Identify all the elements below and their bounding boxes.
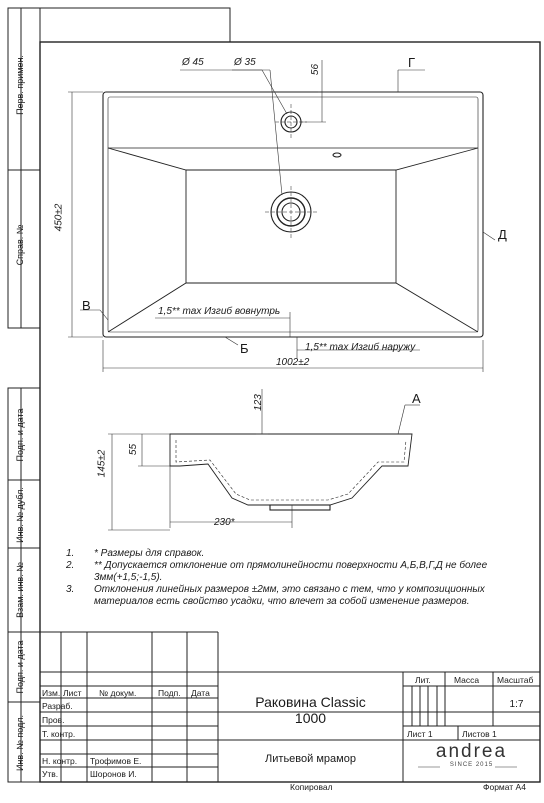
note-number: 1. <box>66 548 75 559</box>
product-title <box>218 694 403 726</box>
note-item <box>66 560 526 584</box>
sheets-total: Листов 1 <box>462 729 497 739</box>
dim-height: 450±2 <box>53 203 65 232</box>
note-number: 2. <box>66 560 75 571</box>
label-v: В <box>82 298 91 313</box>
note-number: 3. <box>66 584 75 595</box>
col-podp: Подп. <box>158 688 181 698</box>
main-frame <box>40 42 540 782</box>
side-label-inv-podl: Инв. № подл. <box>15 714 25 772</box>
side-label-vzam-inv: Взам. инв. № <box>15 562 25 618</box>
sink-top-view <box>103 92 483 337</box>
side-label-perv-primen: Перв. примен. <box>15 55 25 115</box>
product-title-line-1: Раковина Classic <box>255 694 366 710</box>
top-stamp-box <box>40 8 230 42</box>
sink-section-view <box>170 434 412 510</box>
name-nkontr: Трофимов Е. <box>90 756 142 766</box>
notes-list <box>66 548 526 608</box>
masshtab-label: Масштаб <box>497 675 534 685</box>
massa-label: Масса <box>454 675 480 685</box>
dim-123: 123 <box>252 394 264 411</box>
logo-sub: SINCE 2015 <box>449 762 494 768</box>
dim-55: 55 <box>128 443 140 456</box>
section-view-dimensions <box>108 389 420 530</box>
top-view-dimensions <box>68 60 495 372</box>
col-list: Лист <box>63 688 82 698</box>
note-text: ** Допускается отклонение от прямолинейности поверхности А,Б,В,Г,Д не более 3мм(+1,5;-1,5). <box>94 560 488 583</box>
col-doc: № докум. <box>99 688 137 698</box>
col-data: Дата <box>191 688 210 698</box>
label-a: А <box>412 391 421 406</box>
note-bend-out: 1,5** max Изгиб наружу <box>305 342 416 353</box>
row-razrab: Разраб. <box>42 701 73 711</box>
dim-depth: 145±2 <box>96 449 108 478</box>
material: Литьевой мрамор <box>265 753 356 765</box>
dim-hole-35: Ø 35 <box>234 57 256 68</box>
format: Формат А4 <box>483 782 526 792</box>
andrea-logo <box>403 742 540 768</box>
col-izm: Изм. <box>42 688 61 698</box>
side-label-podp-data-1: Подп. и дата <box>15 408 25 462</box>
kopiroval: Копировал <box>290 782 333 792</box>
label-b: Б <box>240 341 249 356</box>
note-item <box>66 584 526 608</box>
side-label-inv-dubl: Инв. № дубл. <box>15 487 25 543</box>
dim-hole-45: Ø 45 <box>182 57 204 68</box>
dim-width: 1002±2 <box>276 357 310 368</box>
row-utv: Утв. <box>42 769 59 779</box>
dim-230: 230* <box>214 517 235 528</box>
logo-text: andrea <box>435 741 508 762</box>
lit-label: Лит. <box>415 675 431 685</box>
dim-56: 56 <box>310 63 322 76</box>
side-label-podp-data-2: Подп. и дата <box>15 640 25 694</box>
label-d: Д <box>498 227 507 242</box>
product-title-line-2: 1000 <box>294 710 327 726</box>
note-text: Отклонения линейных размеров ±2мм, это связано с тем, что у композиционных материалов есть свойство усадки, что влечет за собой изменение размеров. <box>94 584 485 607</box>
name-utv: Шоронов И. <box>90 769 137 779</box>
scale-value: 1:7 <box>509 699 524 710</box>
row-prov: Пров. <box>42 715 65 725</box>
note-item <box>66 548 526 560</box>
row-nkontr: Н. контр. <box>42 756 78 766</box>
side-label-sprav-no: Справ. № <box>15 224 25 266</box>
label-g: Г <box>408 55 416 70</box>
note-bend-in: 1,5** max Изгиб вовнутрь <box>158 306 281 317</box>
sheet-number: Лист 1 <box>407 729 433 739</box>
row-tkontr: Т. контр. <box>42 729 76 739</box>
note-text: * Размеры для справок. <box>94 548 205 559</box>
